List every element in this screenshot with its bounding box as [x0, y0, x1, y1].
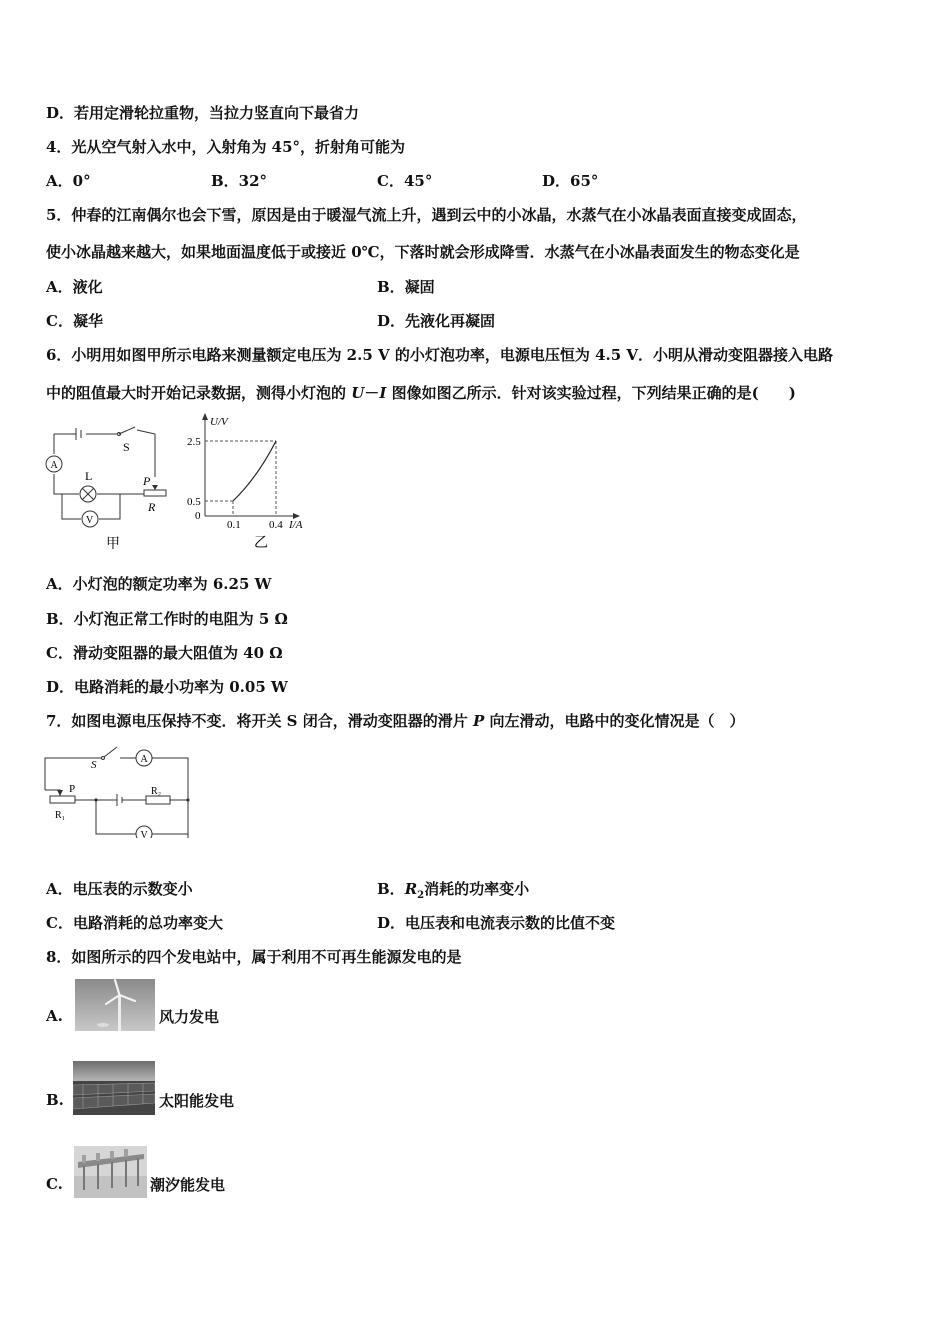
q6-circuit-caption: 甲: [106, 537, 120, 552]
q6-circuit-figure: [40, 420, 180, 555]
q6-option-a: A．小灯泡的额定功率为 6.25 W: [46, 575, 272, 593]
q3-option-d: D．若用定滑轮拉重物，当拉力竖直向下最省力: [46, 104, 360, 122]
q6-circuit-label-s: S: [123, 440, 130, 454]
q4-option-b: B．32°: [211, 172, 268, 190]
q6-circuit-label-a: A: [50, 460, 58, 471]
q6-option-b: B．小灯泡正常工作时的电阻为 5 Ω: [46, 610, 288, 628]
q7-stem-end: 向左滑动，电路中的变化情况是（ ）: [484, 712, 745, 730]
q6-graph-ylabel: U/V: [210, 416, 228, 428]
q8-option-a-letter: A.: [46, 1007, 63, 1025]
q6-i-symbol: I: [379, 384, 387, 402]
q6-u-symbol: U: [351, 384, 365, 402]
q6-line2-end: 图像如图乙所示．针对该实验过程，下列结果正确的是( ): [386, 384, 796, 402]
q7-circuit-label-p: P: [69, 783, 76, 795]
q8-option-b-caption: 太阳能发电: [159, 1092, 235, 1110]
q6-option-c: C．滑动变阻器的最大阻值为 40 Ω: [46, 644, 283, 662]
q7-option-a: A．电压表的示数变小: [46, 880, 193, 898]
q7-option-b-text: 消耗的功率变小: [424, 880, 530, 898]
q5-option-a: A．液化: [46, 278, 103, 296]
q7-option-b-sub: 2: [417, 890, 425, 901]
q8-option-c-letter: C.: [46, 1175, 63, 1193]
q4-option-a: A．0°: [46, 172, 91, 190]
q6-dash: －: [364, 384, 380, 402]
q7-option-d: D．电压表和电流表示数的比值不变: [377, 914, 616, 932]
q6-line2-start: 中的阻值最大时开始记录数据，测得小灯泡的: [46, 384, 352, 402]
q7-stem: [46, 711, 744, 731]
q6-graph-ytick-lo: 0.5: [187, 496, 201, 508]
q6-graph-ytick-hi: 2.5: [187, 436, 201, 448]
q6-graph-xlabel: I/A: [289, 519, 303, 531]
q6-ui-curve: [233, 441, 276, 501]
q7-option-c: C．电路消耗的总功率变大: [46, 914, 223, 932]
q8-stem: 8．如图所示的四个发电站中，属于利用不可再生能源发电的是: [46, 948, 462, 966]
q8-option-b-letter: B.: [46, 1091, 64, 1109]
q7-circuit-label-v: V: [140, 830, 148, 838]
q6-graph-xtick-hi: 0.4: [269, 519, 283, 531]
q6-graph-origin: 0: [195, 510, 201, 522]
q5-stem-line2: 使小冰晶越来越大，如果地面温度低于或接近 0℃，下落时就会形成降雪．水蒸气在小冰晶表面发生的物态变化是: [46, 243, 800, 261]
q7-circuit-label-r1: R₁: [55, 810, 66, 821]
q5-option-c: C．凝华: [46, 312, 103, 330]
q7-circuit-label-s: S: [91, 759, 97, 771]
q5-option-b: B．凝固: [377, 278, 435, 296]
q4-option-d: D．65°: [542, 172, 599, 190]
q6-circuit-label-r: R: [148, 500, 156, 514]
q7-p-symbol: P: [472, 712, 485, 730]
q5-stem-line1: 5．仲春的江南偶尔也会下雪，原因是由于暖湿气流上升，遇到云中的小冰晶，水蒸气在小冰晶表面直接变成固态，: [46, 206, 807, 224]
q6-circuit-label-p: P: [143, 474, 151, 488]
q7-circuit-label-r2: R₂: [151, 786, 162, 797]
q8-wind-turbine-image: [75, 979, 155, 1031]
q4-stem: 4．光从空气射入水中，入射角为 45°，折射角可能为: [46, 138, 406, 156]
q7-circuit-label-a: A: [140, 754, 148, 765]
q6-stem-line2: [46, 383, 796, 403]
q6-circuit-label-l: L: [85, 469, 93, 483]
q7-stem-start: 7．如图电源电压保持不变．将开关 S 闭合，滑动变阻器的滑片: [46, 712, 473, 730]
q8-option-a-caption: 风力发电: [159, 1008, 220, 1026]
q8-tidal-power-image: [74, 1146, 147, 1198]
q6-ui-graph-figure: [185, 408, 320, 553]
q7-option-b: [377, 879, 529, 906]
q6-option-d: D．电路消耗的最小功率为 0.05 W: [46, 678, 288, 696]
q6-graph-caption: 乙: [254, 536, 268, 551]
q6-circuit-label-v: V: [86, 515, 94, 526]
q7-option-b-r: R: [404, 880, 418, 898]
q7-circuit-figure: [40, 738, 200, 838]
q6-stem-line1: 6．小明用如图甲所示电路来测量额定电压为 2.5 V 的小灯泡功率，电源电压恒为 4.5 V．小明从滑动变阻器接入电路: [46, 346, 834, 364]
q8-option-c-caption: 潮汐能发电: [150, 1176, 226, 1194]
q4-option-c: C．45°: [377, 172, 433, 190]
q6-graph-xtick-lo: 0.1: [227, 519, 241, 531]
q8-solar-panel-image: [73, 1061, 155, 1115]
q5-option-d: D．先液化再凝固: [377, 312, 496, 330]
q7-option-b-prefix: B．: [377, 880, 405, 898]
